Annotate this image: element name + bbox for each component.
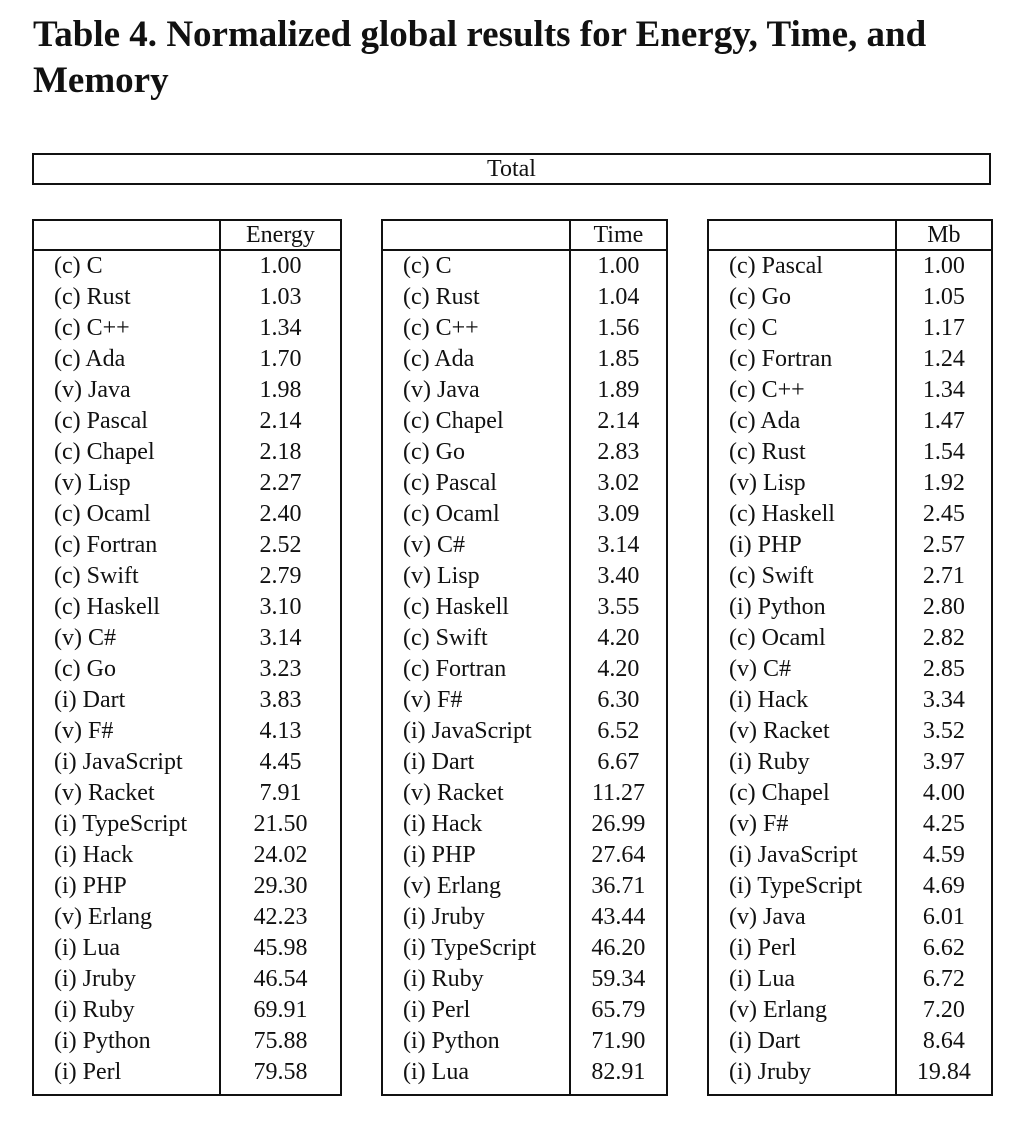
value-cell: 6.62 xyxy=(896,933,992,964)
language-cell: (c) Go xyxy=(729,284,791,310)
language-cell: (v) Java xyxy=(403,377,480,403)
value-cell: 2.27 xyxy=(220,468,341,499)
value-cell: 75.88 xyxy=(220,1026,341,1057)
table-row xyxy=(33,592,341,623)
table-row xyxy=(33,778,341,809)
table-row xyxy=(382,344,667,375)
language-cell: (v) Java xyxy=(729,904,806,930)
value-cell: 3.34 xyxy=(896,685,992,716)
value-cell: 2.18 xyxy=(220,437,341,468)
table-row xyxy=(382,716,667,747)
value-cell: 1.03 xyxy=(220,282,341,313)
table-row xyxy=(708,778,992,809)
value-cell: 1.17 xyxy=(896,313,992,344)
language-cell: (i) JavaScript xyxy=(54,749,183,775)
language-cell: (i) Jruby xyxy=(403,904,485,930)
language-cell: (c) Pascal xyxy=(403,470,497,496)
table-row xyxy=(382,375,667,406)
language-cell: (i) Perl xyxy=(729,935,797,961)
energy-table xyxy=(32,219,342,1096)
language-cell: (v) Lisp xyxy=(403,563,480,589)
value-cell: 2.52 xyxy=(220,530,341,561)
value-cell: 1.04 xyxy=(570,282,667,313)
table-row xyxy=(382,623,667,654)
language-cell: (i) Lua xyxy=(403,1059,469,1085)
language-cell: (c) Swift xyxy=(403,625,488,651)
language-cell: (v) Lisp xyxy=(54,470,131,496)
language-cell: (i) Python xyxy=(729,594,826,620)
energy-header: Energy xyxy=(220,220,341,250)
language-cell: (c) Ocaml xyxy=(403,501,500,527)
value-cell: 27.64 xyxy=(570,840,667,871)
table-row xyxy=(382,902,667,933)
value-cell: 2.45 xyxy=(896,499,992,530)
value-cell: 4.20 xyxy=(570,623,667,654)
language-cell: (c) Swift xyxy=(54,563,139,589)
language-cell: (i) Ruby xyxy=(54,997,135,1023)
table-row xyxy=(33,437,341,468)
language-cell: (i) Jruby xyxy=(729,1059,811,1085)
language-cell: (v) Lisp xyxy=(729,470,806,496)
value-cell: 1.00 xyxy=(896,250,992,282)
table-row xyxy=(708,716,992,747)
table-row xyxy=(708,437,992,468)
table-row xyxy=(708,623,992,654)
table-row xyxy=(382,1026,667,1057)
table-row xyxy=(708,344,992,375)
language-cell: (i) Perl xyxy=(403,997,471,1023)
table-row xyxy=(33,933,341,964)
table-row xyxy=(708,902,992,933)
language-cell: (c) C++ xyxy=(54,315,130,341)
value-cell: 46.54 xyxy=(220,964,341,995)
total-header: Total xyxy=(32,153,991,185)
language-cell: (v) Erlang xyxy=(403,873,501,899)
table-row xyxy=(708,561,992,592)
table-row xyxy=(708,1057,992,1095)
value-cell: 2.83 xyxy=(570,437,667,468)
table-row xyxy=(382,747,667,778)
value-cell: 3.02 xyxy=(570,468,667,499)
table-row xyxy=(708,468,992,499)
table-row xyxy=(33,747,341,778)
language-cell: (i) JavaScript xyxy=(729,842,858,868)
language-cell: (c) Haskell xyxy=(54,594,160,620)
language-cell: (c) Pascal xyxy=(54,408,148,434)
value-cell: 2.57 xyxy=(896,530,992,561)
value-cell: 36.71 xyxy=(570,871,667,902)
value-cell: 1.00 xyxy=(570,250,667,282)
language-cell: (i) Hack xyxy=(54,842,134,868)
table-row xyxy=(33,375,341,406)
language-cell: (i) PHP xyxy=(54,873,127,899)
table-row xyxy=(708,530,992,561)
value-cell: 7.91 xyxy=(220,778,341,809)
value-cell: 4.20 xyxy=(570,654,667,685)
language-cell: (v) Java xyxy=(54,377,131,403)
language-cell: (v) F# xyxy=(54,718,114,744)
language-cell: (c) Chapel xyxy=(729,780,830,806)
value-cell: 2.79 xyxy=(220,561,341,592)
language-cell: (c) C++ xyxy=(729,377,805,403)
value-cell: 3.14 xyxy=(570,530,667,561)
language-cell: (c) Rust xyxy=(403,284,480,310)
value-cell: 3.52 xyxy=(896,716,992,747)
value-cell: 4.59 xyxy=(896,840,992,871)
language-cell: (c) Go xyxy=(403,439,465,465)
value-cell: 1.54 xyxy=(896,437,992,468)
table-row xyxy=(382,282,667,313)
language-cell: (c) Ada xyxy=(729,408,801,434)
language-cell: (c) C++ xyxy=(403,315,479,341)
time-table xyxy=(381,219,668,1096)
language-cell: (v) Erlang xyxy=(729,997,827,1023)
language-cell: (c) C xyxy=(729,315,778,341)
language-cell: (i) Dart xyxy=(729,1028,801,1054)
value-cell: 59.34 xyxy=(570,964,667,995)
language-cell: (v) F# xyxy=(403,687,463,713)
language-cell: (c) Rust xyxy=(729,439,806,465)
language-cell: (v) C# xyxy=(729,656,791,682)
table-row xyxy=(382,250,667,282)
language-cell: (i) Ruby xyxy=(729,749,810,775)
language-cell: (c) Rust xyxy=(54,284,131,310)
table-row xyxy=(33,840,341,871)
table-row xyxy=(708,871,992,902)
table-row xyxy=(33,995,341,1026)
language-cell: (c) Go xyxy=(54,656,116,682)
language-cell: (c) Fortran xyxy=(729,346,833,372)
time-header: Time xyxy=(570,220,667,250)
language-cell: (v) C# xyxy=(54,625,116,651)
table-row xyxy=(382,871,667,902)
language-cell: (i) TypeScript xyxy=(403,935,537,961)
language-cell: (c) Swift xyxy=(729,563,814,589)
table-row xyxy=(382,654,667,685)
table-row xyxy=(382,592,667,623)
language-cell: (i) Jruby xyxy=(54,966,136,992)
table-row xyxy=(33,964,341,995)
value-cell: 24.02 xyxy=(220,840,341,871)
language-cell: (i) Dart xyxy=(54,687,126,713)
table-row xyxy=(33,313,341,344)
table-row xyxy=(708,375,992,406)
value-cell: 1.24 xyxy=(896,344,992,375)
value-cell: 2.40 xyxy=(220,499,341,530)
value-cell: 3.10 xyxy=(220,592,341,623)
value-cell: 1.56 xyxy=(570,313,667,344)
table-row xyxy=(708,964,992,995)
value-cell: 3.23 xyxy=(220,654,341,685)
table-row xyxy=(708,499,992,530)
table-row xyxy=(33,623,341,654)
language-cell: (c) Ocaml xyxy=(54,501,151,527)
blank-header xyxy=(382,220,570,250)
language-cell: (i) PHP xyxy=(403,842,476,868)
table-row xyxy=(33,282,341,313)
value-cell: 1.34 xyxy=(220,313,341,344)
table-row xyxy=(382,313,667,344)
language-cell: (c) Pascal xyxy=(729,253,823,279)
language-cell: (i) Perl xyxy=(54,1059,122,1085)
language-cell: (i) Lua xyxy=(54,935,120,961)
language-cell: (c) Chapel xyxy=(54,439,155,465)
value-cell: 4.25 xyxy=(896,809,992,840)
table-row xyxy=(382,499,667,530)
language-cell: (c) Haskell xyxy=(729,501,835,527)
table-row xyxy=(382,964,667,995)
language-cell: (c) Haskell xyxy=(403,594,509,620)
table-row xyxy=(708,685,992,716)
value-cell: 3.09 xyxy=(570,499,667,530)
language-cell: (c) Ada xyxy=(54,346,126,372)
language-cell: (i) Python xyxy=(403,1028,500,1054)
language-cell: (c) Fortran xyxy=(403,656,507,682)
table-row xyxy=(33,871,341,902)
language-cell: (i) JavaScript xyxy=(403,718,532,744)
table-row xyxy=(33,809,341,840)
table-row xyxy=(708,933,992,964)
table-row xyxy=(33,344,341,375)
table-row xyxy=(33,1026,341,1057)
language-cell: (i) TypeScript xyxy=(729,873,863,899)
language-cell: (c) C xyxy=(403,253,452,279)
value-cell: 6.30 xyxy=(570,685,667,716)
language-cell: (v) C# xyxy=(403,532,465,558)
value-cell: 42.23 xyxy=(220,902,341,933)
value-cell: 1.47 xyxy=(896,406,992,437)
table-row xyxy=(33,902,341,933)
value-cell: 79.58 xyxy=(220,1057,341,1095)
value-cell: 2.80 xyxy=(896,592,992,623)
table-caption xyxy=(33,12,993,104)
value-cell: 45.98 xyxy=(220,933,341,964)
language-cell: (v) Racket xyxy=(729,718,830,744)
value-cell: 2.71 xyxy=(896,561,992,592)
table-row xyxy=(382,995,667,1026)
table-row xyxy=(708,406,992,437)
language-cell: (v) Erlang xyxy=(54,904,152,930)
table-row xyxy=(708,592,992,623)
table-row xyxy=(382,685,667,716)
table-row xyxy=(33,530,341,561)
table-row xyxy=(382,406,667,437)
value-cell: 4.45 xyxy=(220,747,341,778)
language-cell: (v) Racket xyxy=(403,780,504,806)
value-cell: 3.83 xyxy=(220,685,341,716)
table-row xyxy=(708,282,992,313)
language-cell: (v) F# xyxy=(729,811,789,837)
value-cell: 6.52 xyxy=(570,716,667,747)
value-cell: 3.97 xyxy=(896,747,992,778)
table-row xyxy=(708,809,992,840)
table-row xyxy=(708,250,992,282)
value-cell: 11.27 xyxy=(570,778,667,809)
value-cell: 71.90 xyxy=(570,1026,667,1057)
value-cell: 69.91 xyxy=(220,995,341,1026)
value-cell: 4.69 xyxy=(896,871,992,902)
table-row xyxy=(708,995,992,1026)
table-row xyxy=(382,1057,667,1095)
language-cell: (i) Ruby xyxy=(403,966,484,992)
table-row xyxy=(33,250,341,282)
table-row xyxy=(708,840,992,871)
value-cell: 29.30 xyxy=(220,871,341,902)
table-row xyxy=(382,437,667,468)
value-cell: 1.00 xyxy=(220,250,341,282)
table-row xyxy=(33,685,341,716)
table-row xyxy=(382,778,667,809)
table-row xyxy=(382,809,667,840)
language-cell: (c) Ocaml xyxy=(729,625,826,651)
value-cell: 6.72 xyxy=(896,964,992,995)
value-cell: 7.20 xyxy=(896,995,992,1026)
value-cell: 6.67 xyxy=(570,747,667,778)
value-cell: 1.98 xyxy=(220,375,341,406)
value-cell: 3.14 xyxy=(220,623,341,654)
table-row xyxy=(33,654,341,685)
language-cell: (c) Ada xyxy=(403,346,475,372)
value-cell: 1.05 xyxy=(896,282,992,313)
value-cell: 3.40 xyxy=(570,561,667,592)
value-cell: 19.84 xyxy=(896,1057,992,1095)
language-cell: (i) TypeScript xyxy=(54,811,188,837)
table-row xyxy=(382,530,667,561)
table-row xyxy=(33,468,341,499)
value-cell: 26.99 xyxy=(570,809,667,840)
table-row xyxy=(708,1026,992,1057)
memory-table xyxy=(707,219,993,1096)
value-cell: 1.85 xyxy=(570,344,667,375)
caption-text: Normalized global results for Energy, Time, and Memory xyxy=(33,14,927,101)
value-cell: 43.44 xyxy=(570,902,667,933)
language-cell: (c) Chapel xyxy=(403,408,504,434)
table-row xyxy=(382,933,667,964)
language-cell: (i) Hack xyxy=(729,687,809,713)
value-cell: 1.70 xyxy=(220,344,341,375)
table-row xyxy=(708,313,992,344)
value-cell: 21.50 xyxy=(220,809,341,840)
table-row xyxy=(33,406,341,437)
memory-header: Mb xyxy=(896,220,992,250)
language-cell: (i) Python xyxy=(54,1028,151,1054)
value-cell: 1.34 xyxy=(896,375,992,406)
language-cell: (c) Fortran xyxy=(54,532,158,558)
value-cell: 6.01 xyxy=(896,902,992,933)
value-cell: 3.55 xyxy=(570,592,667,623)
blank-header xyxy=(708,220,896,250)
value-cell: 4.13 xyxy=(220,716,341,747)
language-cell: (i) Dart xyxy=(403,749,475,775)
table-row xyxy=(33,561,341,592)
table-row xyxy=(708,747,992,778)
blank-header xyxy=(33,220,220,250)
value-cell: 65.79 xyxy=(570,995,667,1026)
value-cell: 2.14 xyxy=(220,406,341,437)
language-cell: (i) PHP xyxy=(729,532,802,558)
table-row xyxy=(382,468,667,499)
value-cell: 2.14 xyxy=(570,406,667,437)
language-cell: (c) C xyxy=(54,253,103,279)
value-cell: 1.92 xyxy=(896,468,992,499)
value-cell: 8.64 xyxy=(896,1026,992,1057)
language-cell: (v) Racket xyxy=(54,780,155,806)
caption-label: Table 4. xyxy=(33,14,158,55)
value-cell: 82.91 xyxy=(570,1057,667,1095)
table-row xyxy=(708,654,992,685)
table-row xyxy=(33,499,341,530)
value-cell: 1.89 xyxy=(570,375,667,406)
table-row xyxy=(33,1057,341,1095)
language-cell: (i) Hack xyxy=(403,811,483,837)
table-row xyxy=(382,561,667,592)
value-cell: 2.85 xyxy=(896,654,992,685)
table-row xyxy=(382,840,667,871)
value-cell: 46.20 xyxy=(570,933,667,964)
language-cell: (i) Lua xyxy=(729,966,795,992)
table-row xyxy=(33,716,341,747)
value-cell: 2.82 xyxy=(896,623,992,654)
value-cell: 4.00 xyxy=(896,778,992,809)
